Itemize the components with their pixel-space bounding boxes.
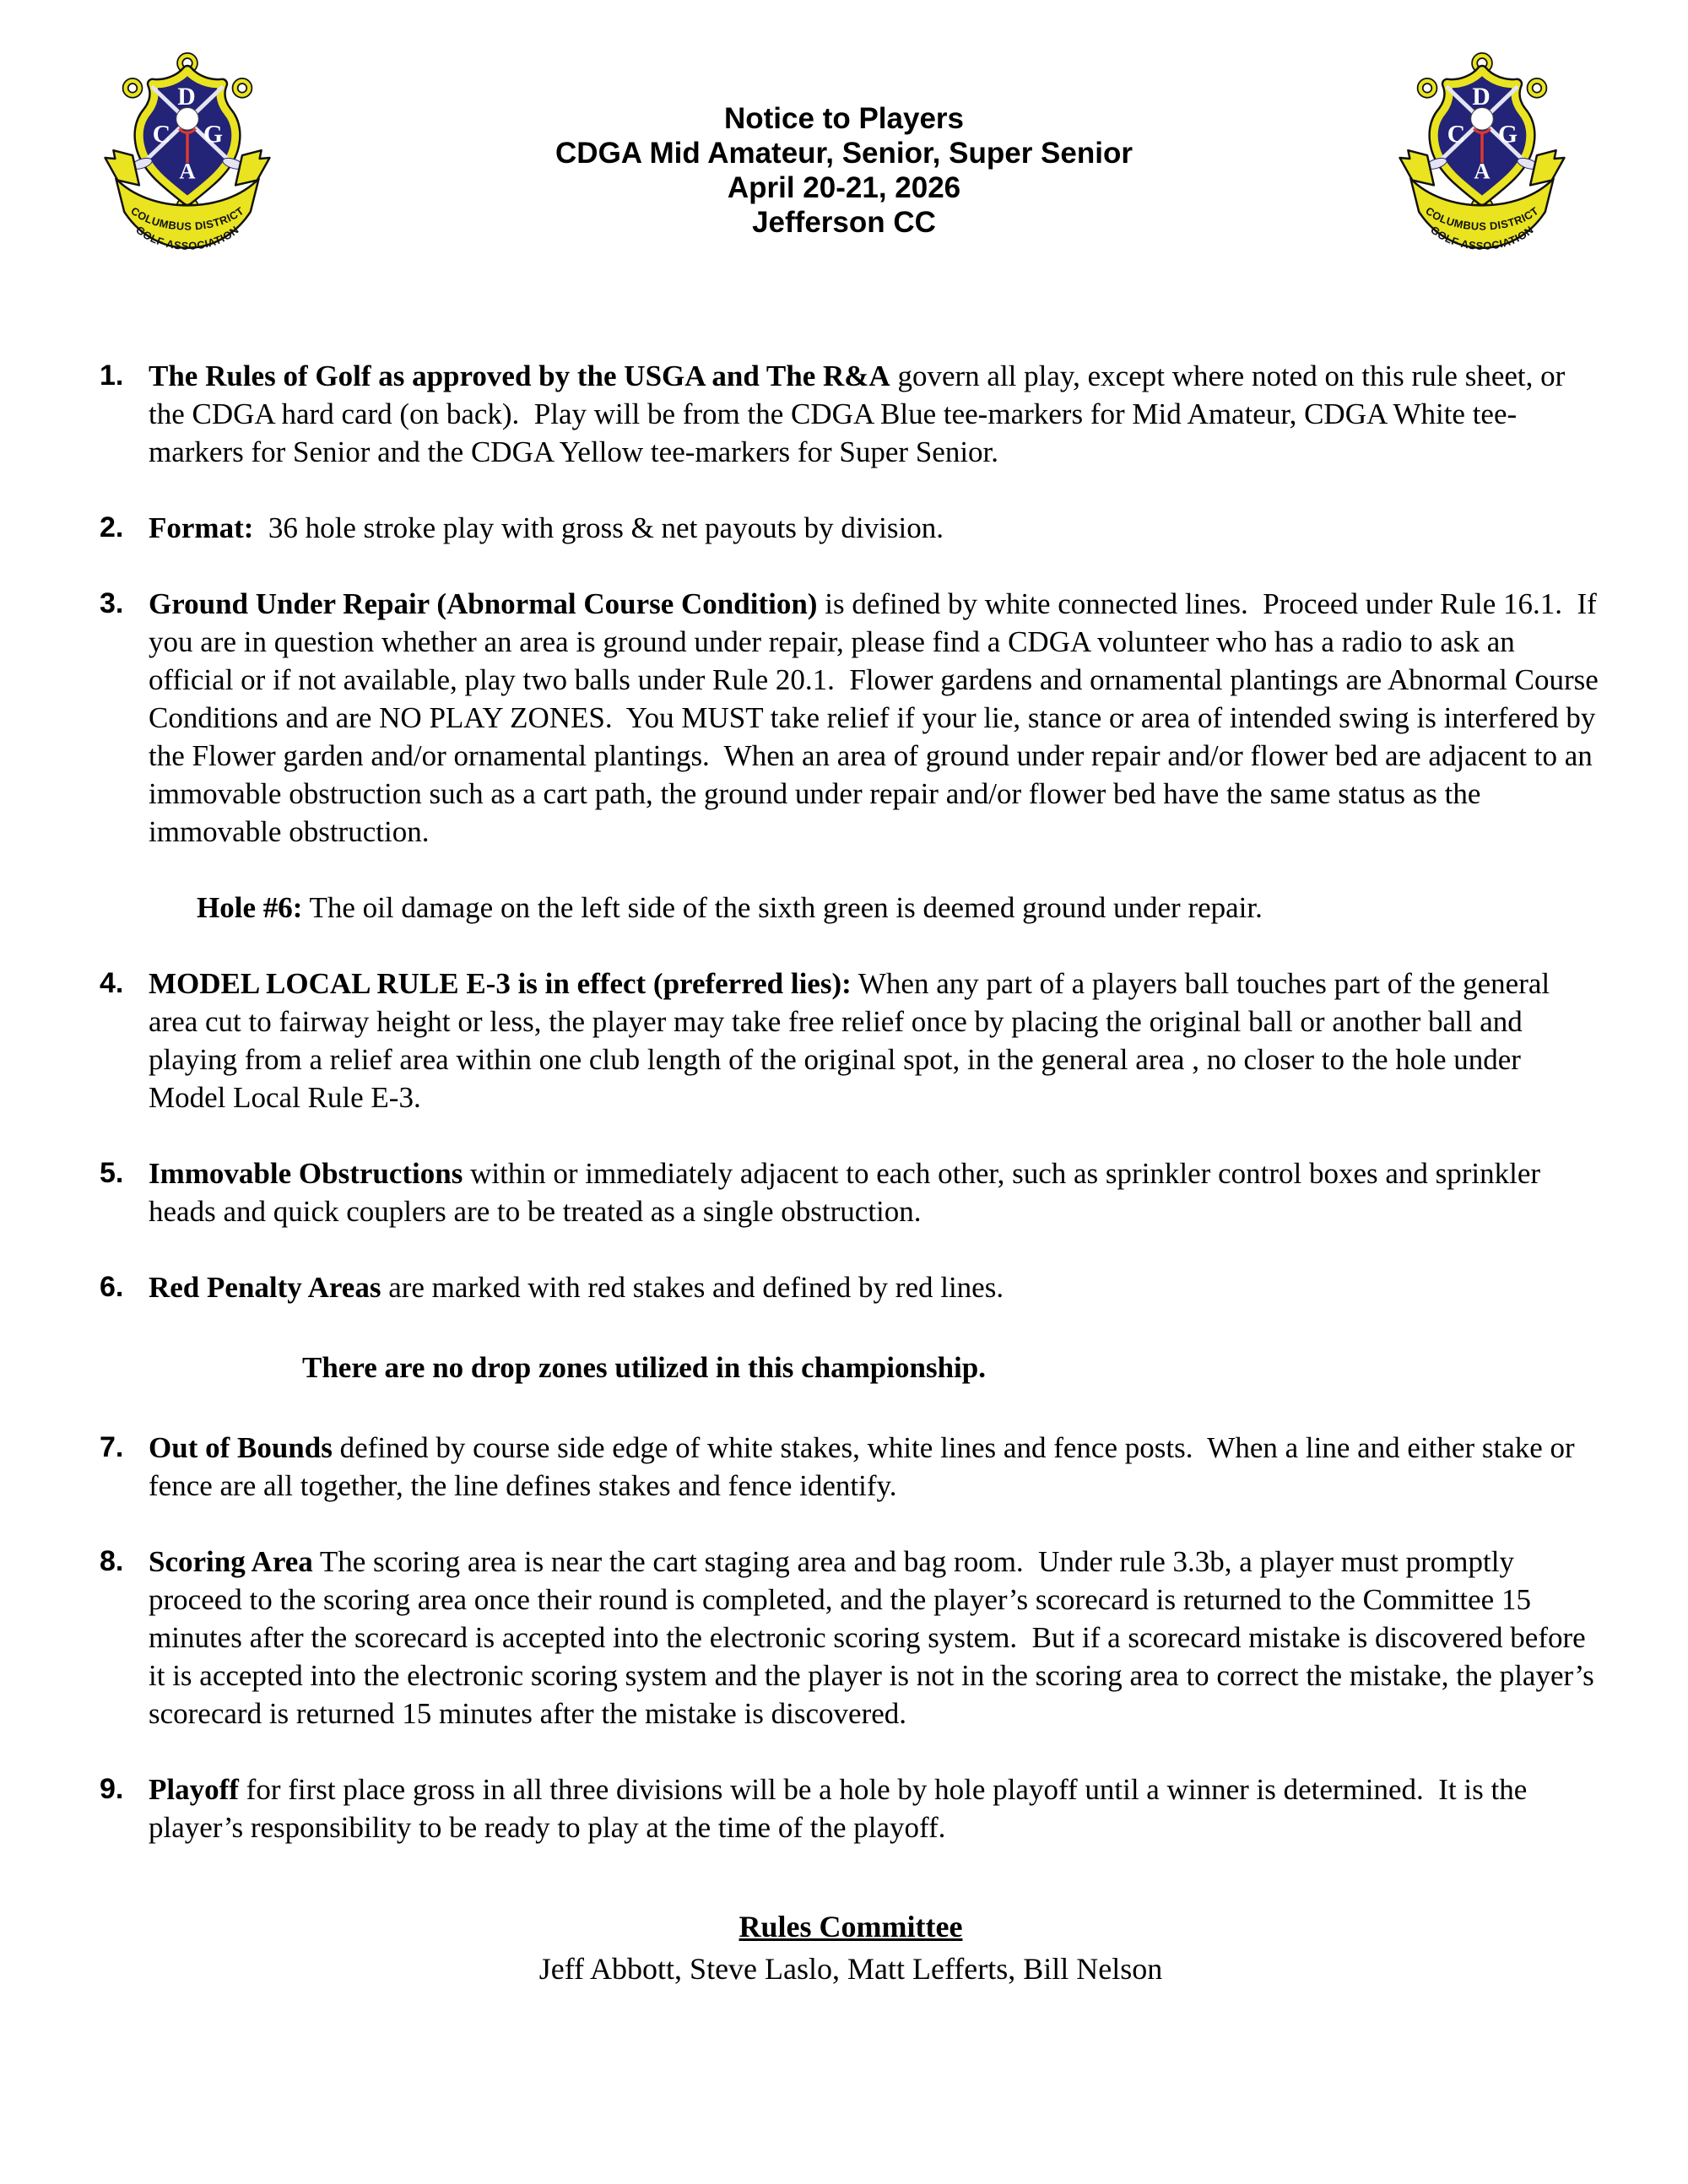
rules-committee-names: Jeff Abbott, Steve Laslo, Matt Lefferts, Bill Nelson [538,1952,1163,1986]
svg-text:COLUMBUS DISTRICT: COLUMBUS DISTRICT [1423,203,1541,233]
rule-number: 5. [100,1157,124,1189]
title-line-3: April 20-21, 2026 [727,171,961,204]
rule-item-9 [100,1770,1602,1846]
rule-text: Out of Bounds defined by course side edge of white stakes, white lines and fence posts. When a line and either stake or fence are all together, the line defines stakes and fence identify. [149,1431,1582,1502]
svg-text:C: C [152,121,171,149]
rule-item-3 [100,585,1606,851]
title-line-1: Notice to Players [724,102,964,135]
rules-committee-heading: Rules Committee [738,1910,963,1943]
rule-item-4 [100,965,1602,1116]
hole-6-note: Hole #6: The oil damage on the left side of the sixth green is deemed ground under repair. [197,891,1263,924]
rule-number: 6. [100,1271,124,1303]
svg-text:COLUMBUS DISTRICT: COLUMBUS DISTRICT [128,203,246,233]
rules-committee-footer [100,1906,1602,1990]
rule-text: Scoring Area The scoring area is near the cart staging area and bag room. Under rule 3.3b, a player must promptly proceed to the scoring area once their round is completed, and the player’s scorecard is returned to the Committee 15 minutes after the scorecard is accepted into the electronic scoring system. But if a scorecard mistake is discovered before it is accepted into the electronic scoring system and the player is not in the scoring area to correct the mistake, the player’s scorecard is returned 15 minutes after the mistake is discovered. [149,1545,1602,1730]
svg-text:A: A [179,158,196,184]
svg-text:G: G [203,121,223,149]
rule-text: MODEL LOCAL RULE E-3 is in effect (preferred lies): When any part of a players ball touches part of the general area cut to fairway height or less, the player may take free relief once by placing the original ball or another ball and playing from a relief area within one club length of the original spot, in the general area , no closer to the hole under Model Local Rule E-3. [149,967,1557,1114]
svg-text:G: G [1498,121,1518,149]
svg-text:D: D [177,84,196,111]
rule-number: 8. [100,1545,124,1577]
rules-list [100,357,1606,1990]
rule-number: 9. [100,1773,124,1805]
rule-text: Playoff for first place gross in all three divisions will be a hole by hole playoff until a winner is determined. It is the player’s responsibility to be ready to play at the time of the playoff. [149,1773,1535,1844]
rule-item-6 [100,1268,1602,1306]
document-title-block [0,101,1688,240]
title-line-4: Jefferson CC [752,206,936,239]
rule-text: Red Penalty Areas are marked with red stakes and defined by red lines. [149,1271,1004,1304]
rule-text: Immovable Obstructions within or immediately adjacent to each other, such as sprinkler control boxes and sprinkler heads and quick couplers are to be treated as a single obstruction. [149,1157,1548,1228]
svg-text:A: A [1474,158,1491,184]
rule-number: 3. [100,587,124,619]
rule-number: 4. [100,967,124,999]
rule-item-8 [100,1543,1602,1733]
no-drop-zones-note: There are no drop zones utilized in this championship. [302,1351,986,1384]
rule-item-7 [100,1429,1602,1505]
svg-text:GOLF ASSOCIATION: GOLF ASSOCIATION [1428,223,1536,252]
svg-text:C: C [1447,121,1466,149]
rule-text: Ground Under Repair (Abnormal Course Condition) is defined by white connected lines. Proceed under Rule 16.1. If you are in question whether an area is ground under repair, please find a CDGA volunteer who has a radio to ask an official or if not available, play two balls under Rule 20.1. Flower gardens and ornamental plantings are Abnormal Course Conditions and are NO PLAY ZONES. You MUST take relief if your lie, stance or area of intended swing is interfered by the Flower garden and/or ornamental plantings. When an area of ground under repair and/or flower bed are adjacent to an immovable obstruction such as a cart path, the ground under repair and/or flower bed have the same status as the immovable obstruction. [149,587,1606,848]
rule-number: 7. [100,1431,124,1463]
rule-item-5 [100,1154,1602,1230]
rule-text: Format: 36 hole stroke play with gross & net payouts by division. [149,511,944,544]
svg-text:D: D [1472,84,1491,111]
svg-text:GOLF ASSOCIATION: GOLF ASSOCIATION [133,223,241,252]
rule-number: 2. [100,511,124,543]
title-line-2: CDGA Mid Amateur, Senior, Super Senior [555,137,1133,170]
rule-number: 1. [100,359,124,392]
rule-item-1 [100,357,1602,471]
rule-item-2 [100,509,1602,547]
rule-text: The Rules of Golf as approved by the USGA and The R&A govern all play, except where noted on this rule sheet, or the CDGA hard card (on back). Play will be from the CDGA Blue tee-markers for Mid Amateur, CDGA White tee-markers for Senior and the CDGA Yellow tee-markers for Super Senior. [149,359,1573,468]
